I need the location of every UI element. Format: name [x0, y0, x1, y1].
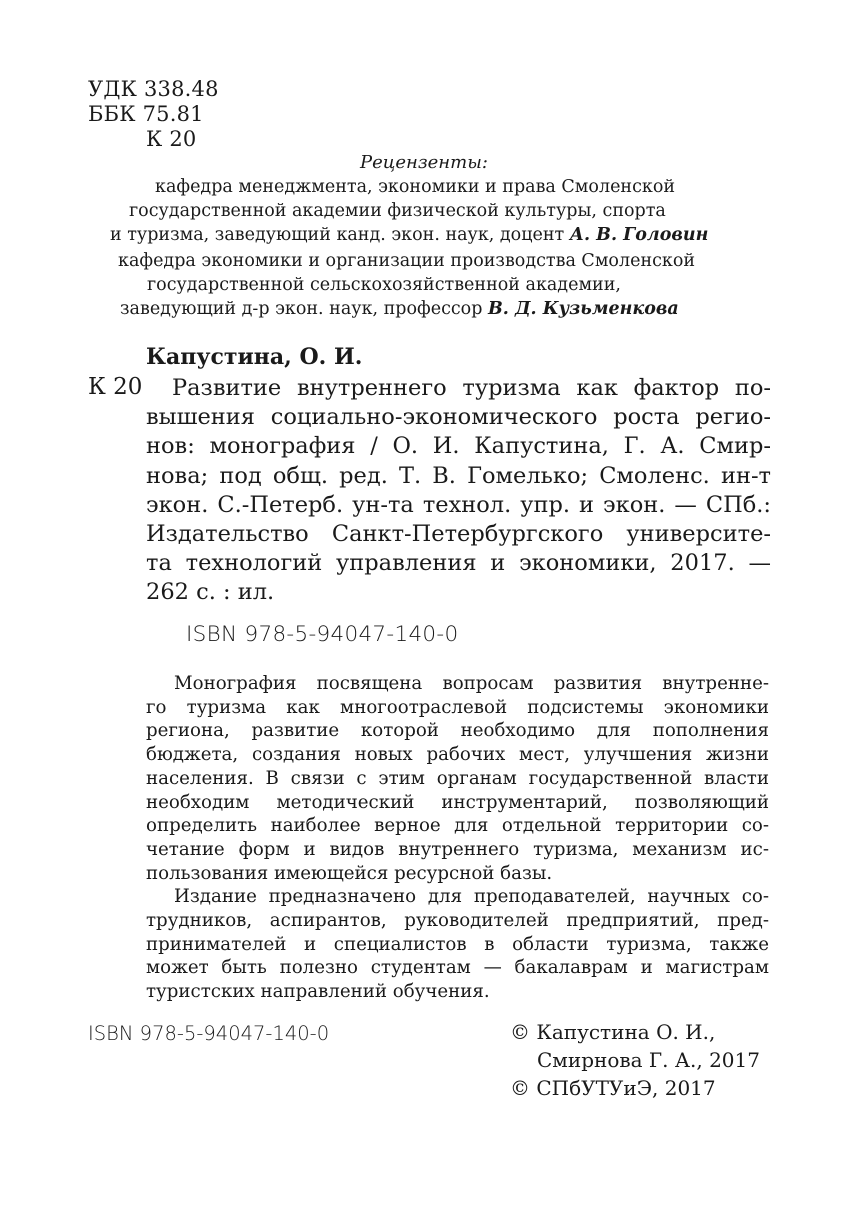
biblio-line: Издательство Санкт-Петербургского университе-	[146, 521, 771, 548]
biblio-line: та технологий управления и экономики, 2017. —	[146, 550, 771, 577]
annotation-line: может быть полезно студентам — бакалаврам и магистрам	[146, 957, 769, 979]
biblio-line: нов: монография / О. И. Капустина, Г. А. Смир-	[146, 433, 771, 460]
copyright-line: © СПбУТУиЭ, 2017	[510, 1076, 716, 1100]
annotation-line: необходим методический инструментарий, позволяющий	[146, 791, 769, 813]
reviewer-line: кафедра экономики и организации производства Смоленской	[118, 251, 696, 271]
annotation-line: четание форм и видов внутреннего туризма, механизм ис-	[146, 838, 769, 860]
biblio-line: вышения социально-экономического роста регио-	[146, 404, 771, 431]
author-mark: К 20	[146, 127, 197, 151]
reviewer-line: государственной академии физической культуры, спорта	[129, 201, 666, 221]
reviewer-line: и туризма, заведующий канд. экон. наук, доцент А. В. Головин	[110, 225, 709, 245]
biblio-line: экон. С.-Петерб. ун-та технол. упр. и экон. — СПб.:	[146, 491, 771, 518]
catalog-code: К 20	[88, 374, 143, 400]
annotation-line: Монография посвящена вопросам развития внутренне-	[174, 673, 769, 694]
copyright-line: Смирнова Г. А., 2017	[537, 1048, 760, 1072]
annotation-line: региона, развитие которой необходимо для пополнения	[146, 720, 769, 742]
biblio-line: нова; под общ. ред. Т. В. Гомелько; Смоленс. ин-т	[146, 462, 771, 489]
biblio-line: Развитие внутреннего туризма как фактор по-	[172, 375, 771, 401]
annotation-line: трудников, аспирантов, руководителей предприятий, пред-	[146, 910, 769, 932]
annotation-line: населения. В связи с этим органам государственной власти	[146, 767, 769, 789]
annotation-line: пользования имеющейся ресурсной базы.	[146, 862, 553, 884]
biblio-line: 262 с. : ил.	[146, 579, 275, 606]
bibliographic-description	[146, 374, 771, 608]
reviewer-line: государственной сельскохозяйственной академии,	[147, 275, 621, 295]
udk-code: УДК 338.48	[88, 77, 219, 101]
annotation-line: Издание предназначено для преподавателей, научных со-	[174, 886, 769, 908]
reviewer-line: заведующий д-р экон. наук, профессор В. Д. Кузьменкова	[120, 299, 679, 319]
author-heading: Капустина, О. И.	[146, 344, 363, 370]
reviewer-name: В. Д. Кузьменкова	[488, 299, 679, 319]
reviewers-title: Рецензенты:	[360, 152, 488, 173]
reviewer-name: А. В. Головин	[569, 225, 709, 245]
annotation-line: го туризма как многоотраслевой подсистемы экономики	[146, 696, 769, 718]
annotation-line: определить наиболее верное для отдельной территории со-	[146, 815, 769, 837]
isbn-footer: ISBN 978-5-94047-140-0	[88, 1022, 330, 1045]
annotation-line: принимателей и специалистов в области туризма, также	[146, 933, 769, 955]
annotation	[146, 672, 769, 1004]
copyright-line: © Капустина О. И.,	[510, 1020, 716, 1044]
bbk-code: ББК 75.81	[88, 102, 204, 126]
isbn-main: ISBN 978-5-94047-140-0	[186, 622, 459, 647]
reviewer-line: кафедра менеджмента, экономики и права Смоленской	[155, 177, 676, 197]
annotation-line: туристских направлений обучения.	[146, 981, 490, 1003]
annotation-line: бюджета, создания новых рабочих мест, улучшения жизни	[146, 744, 769, 766]
